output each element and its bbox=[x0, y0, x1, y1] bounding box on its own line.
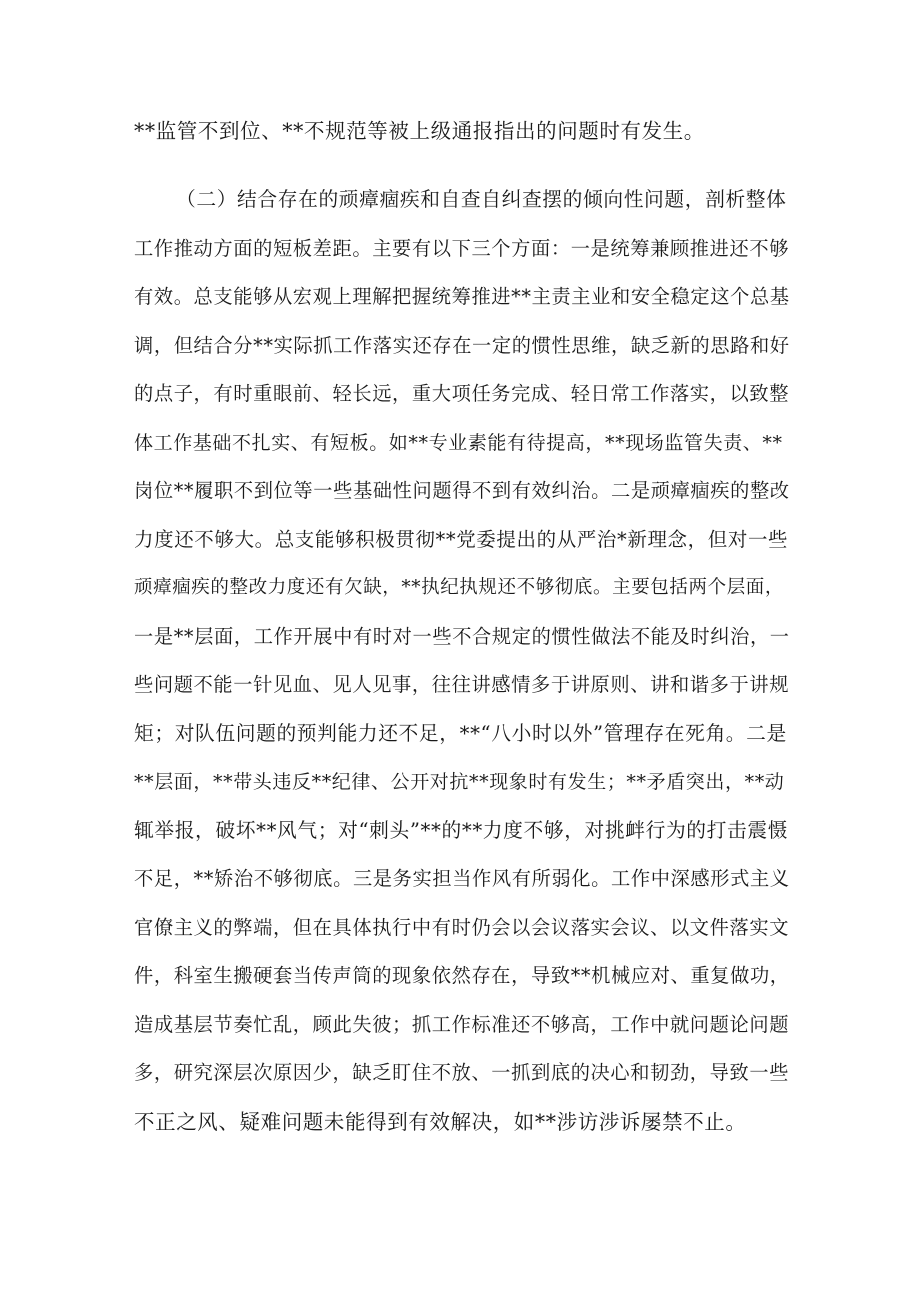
text-line: 造成基层节奏忙乱，顾此失彼；抓工作标准还不够高，工作中就问题论问题 bbox=[134, 1013, 790, 1036]
text-line: 官僚主义的弊端，但在具体执行中有时仍会以会议落实会议、以文件落实文 bbox=[134, 916, 790, 939]
text-line: 多，研究深层次原因少，缺乏盯住不放、一抓到底的决心和韧劲，导致一些 bbox=[134, 1061, 790, 1084]
text-line: 一是**层面，工作开展中有时对一些不合规定的惯性做法不能及时纠治，一 bbox=[134, 625, 790, 648]
text-line: 调，但结合分**实际抓工作落实还存在一定的惯性思维，缺乏新的思路和好 bbox=[134, 334, 790, 357]
text-line: 不正之风、疑难问题未能得到有效解决，如**涉访涉诉屡禁不止。 bbox=[134, 1110, 747, 1134]
text-line: **层面，**带头违反**纪律、公开对抗**现象时有发生；**矛盾突出，**动 bbox=[134, 771, 785, 793]
section-heading-line: （二）结合存在的顽瘴痼疾和自查自纠查摆的倾向性问题，剖析整体 bbox=[176, 188, 787, 211]
text-line: 件，科室生搬硬套当传声筒的现象依然存在，导致**机械应对、重复做功， bbox=[134, 964, 790, 987]
text-line: 岗位**履职不到位等一些基础性问题得不到有效纠治。二是顽瘴痼疾的整改 bbox=[134, 479, 790, 502]
text-line: **监管不到位、**不规范等被上级通报指出的问题时有发生。 bbox=[134, 119, 705, 143]
text-line: 不足，**矫治不够彻底。三是务实担当作风有所弱化。工作中深感形式主义 bbox=[134, 867, 790, 890]
text-line: 的点子，有时重眼前、轻长远，重大项任务完成、轻日常工作落实，以致整 bbox=[134, 382, 790, 405]
text-line: 矩；对队伍问题的预判能力还不足，**“八小时以外”管理存在死角。二是 bbox=[134, 722, 787, 745]
text-line: 工作推动方面的短板差距。主要有以下三个方面：一是统筹兼顾推进还不够 bbox=[134, 237, 790, 260]
text-line: 顽瘴痼疾的整改力度还有欠缺，**执纪执规还不够彻底。主要包括两个层面， bbox=[134, 577, 785, 598]
text-line: 些问题不能一针见血、见人见事，往往讲感情多于讲原则、讲和谐多于讲规 bbox=[134, 673, 790, 696]
text-line: 力度还不够大。总支能够积极贯彻**党委提出的从严治*新理念，但对一些 bbox=[134, 528, 789, 551]
text-line: 有效。总支能够从宏观上理解把握统筹推进**主责主业和安全稳定这个总基 bbox=[134, 285, 790, 308]
text-line: 体工作基础不扎实、有短板。如**专业素能有待提高，**现场监管失责、** bbox=[134, 432, 783, 454]
text-line: 辄举报，破坏**风气；对“刺头”**的**力度不够，对挑衅行为的打击震慑 bbox=[134, 819, 789, 842]
